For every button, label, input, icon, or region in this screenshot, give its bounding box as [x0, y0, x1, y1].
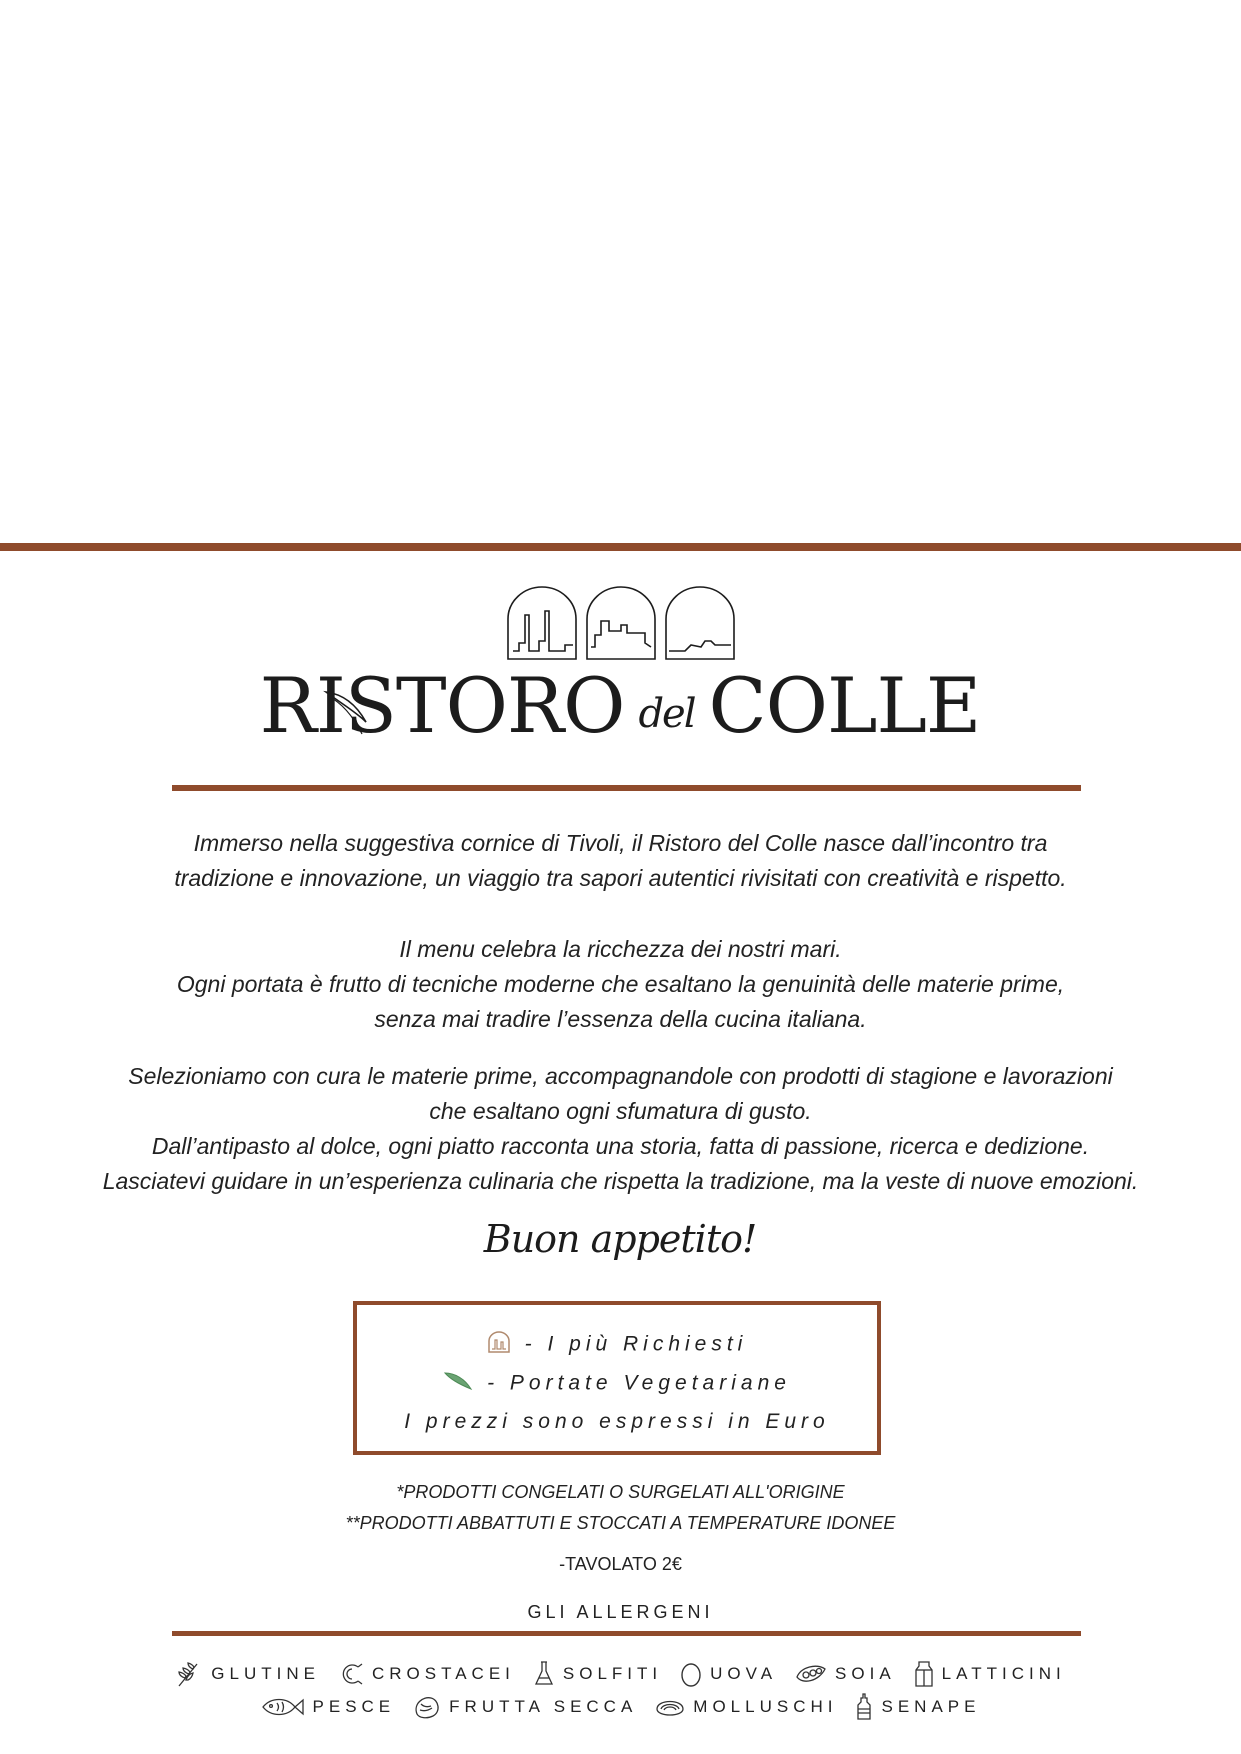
allergen-item — [655, 1695, 837, 1719]
intro-line: senza mai tradire l’essenza della cucina italiana. — [374, 1006, 867, 1032]
note-chilled: **PRODOTTI ABBATTUTI E STOCCATI A TEMPERATURE IDONEE — [345, 1513, 896, 1533]
allergens-title: GLI ALLERGENI — [527, 1602, 714, 1622]
intro-line: Lasciatevi guidare in un’esperienza culinaria che rispetta la tradizione, ma la veste di nuove emozioni. — [102, 1168, 1139, 1194]
signature-text: Buon appetito! — [483, 1217, 757, 1261]
allergen-item — [795, 1661, 896, 1687]
arch-icon — [487, 1330, 511, 1360]
nut-icon — [413, 1694, 441, 1720]
flask-icon — [533, 1660, 555, 1688]
shrimp-icon — [338, 1661, 364, 1687]
allergen-item — [413, 1694, 637, 1720]
note-cover-charge: -TAVOLATO 2€ — [559, 1554, 682, 1574]
leaf-icon — [443, 1370, 473, 1398]
allergen-label: UOVA — [710, 1664, 778, 1683]
allergen-item — [261, 1695, 396, 1719]
intro-line: Ogni portata è frutto di tecniche moderne che esaltano la genuinità delle materie prime, — [176, 971, 1065, 997]
fish-icon — [261, 1695, 305, 1719]
intro-paragraph-1 — [60, 826, 1181, 896]
legend-popular-label: - I più Richiesti — [524, 1332, 748, 1356]
mustard-bottle-icon — [855, 1693, 873, 1721]
allergen-label: GLUTINE — [211, 1664, 320, 1683]
allergen-label: CROSTACEI — [371, 1664, 515, 1683]
milk-carton-icon — [914, 1660, 934, 1688]
allergen-item — [680, 1660, 777, 1688]
allergen-label: SOIA — [835, 1664, 896, 1683]
logo-wordmark — [259, 660, 981, 750]
allergens-row-1 — [0, 1660, 1241, 1688]
intro-line: Selezioniamo con cura le materie prime, accompagnandole con prodotti di stagione e lavorazioni — [128, 1063, 1113, 1089]
allergens-row-2 — [0, 1693, 1241, 1721]
allergen-item — [855, 1693, 980, 1721]
allergen-label: LATTICINI — [941, 1664, 1066, 1683]
allergen-label: MOLLUSCHI — [693, 1697, 838, 1716]
top-divider — [0, 543, 1241, 551]
logo-word-ristoro: RISTORO — [259, 660, 625, 750]
allergen-item — [338, 1661, 515, 1687]
logo-word-del: del — [638, 691, 695, 737]
allergen-item — [914, 1660, 1066, 1688]
intro-line: Il menu celebra la ricchezza dei nostri mari. — [399, 936, 842, 962]
allergen-item — [175, 1660, 320, 1688]
intro-line: che esaltano ogni sfumatura di gusto. — [429, 1098, 812, 1124]
egg-icon — [680, 1660, 702, 1688]
allergen-label: SENAPE — [881, 1697, 981, 1716]
intro-paragraph-2 — [60, 932, 1181, 1037]
legend-box — [353, 1301, 881, 1455]
note-frozen: *PRODOTTI CONGELATI O SURGELATI ALL'ORIGINE — [396, 1482, 845, 1502]
soy-icon — [795, 1661, 827, 1687]
legend-vegetarian-label: - Portate Vegetariane — [487, 1371, 791, 1395]
legend-row-popular — [357, 1330, 877, 1360]
wheat-icon — [175, 1660, 203, 1688]
legend-prices-text: I prezzi sono espressi in Euro — [404, 1410, 830, 1433]
legend-row-vegetarian — [357, 1370, 877, 1398]
allergen-item — [533, 1660, 662, 1688]
allergen-label: SOLFITI — [562, 1664, 663, 1683]
intro-paragraph-3 — [60, 1059, 1181, 1199]
allergen-label: FRUTTA SECCA — [449, 1697, 638, 1716]
intro-line: Immerso nella suggestiva cornice di Tivoli, il Ristoro del Colle nasce dall’incontro tra — [193, 830, 1048, 856]
allergen-label: PESCE — [312, 1697, 396, 1716]
shell-icon — [655, 1695, 685, 1719]
allergens-divider — [172, 1631, 1081, 1636]
logo-word-colle: COLLE — [708, 660, 981, 750]
intro-line: Dall’antipasto al dolce, ogni piatto racconta una storia, fatta di passione, ricerca e dedizione. — [151, 1133, 1090, 1159]
intro-line: tradizione e innovazione, un viaggio tra sapori autentici rivisitati con creatività e rispetto. — [174, 865, 1067, 891]
logo-divider — [172, 785, 1081, 791]
logo-arches-icon — [505, 585, 735, 661]
